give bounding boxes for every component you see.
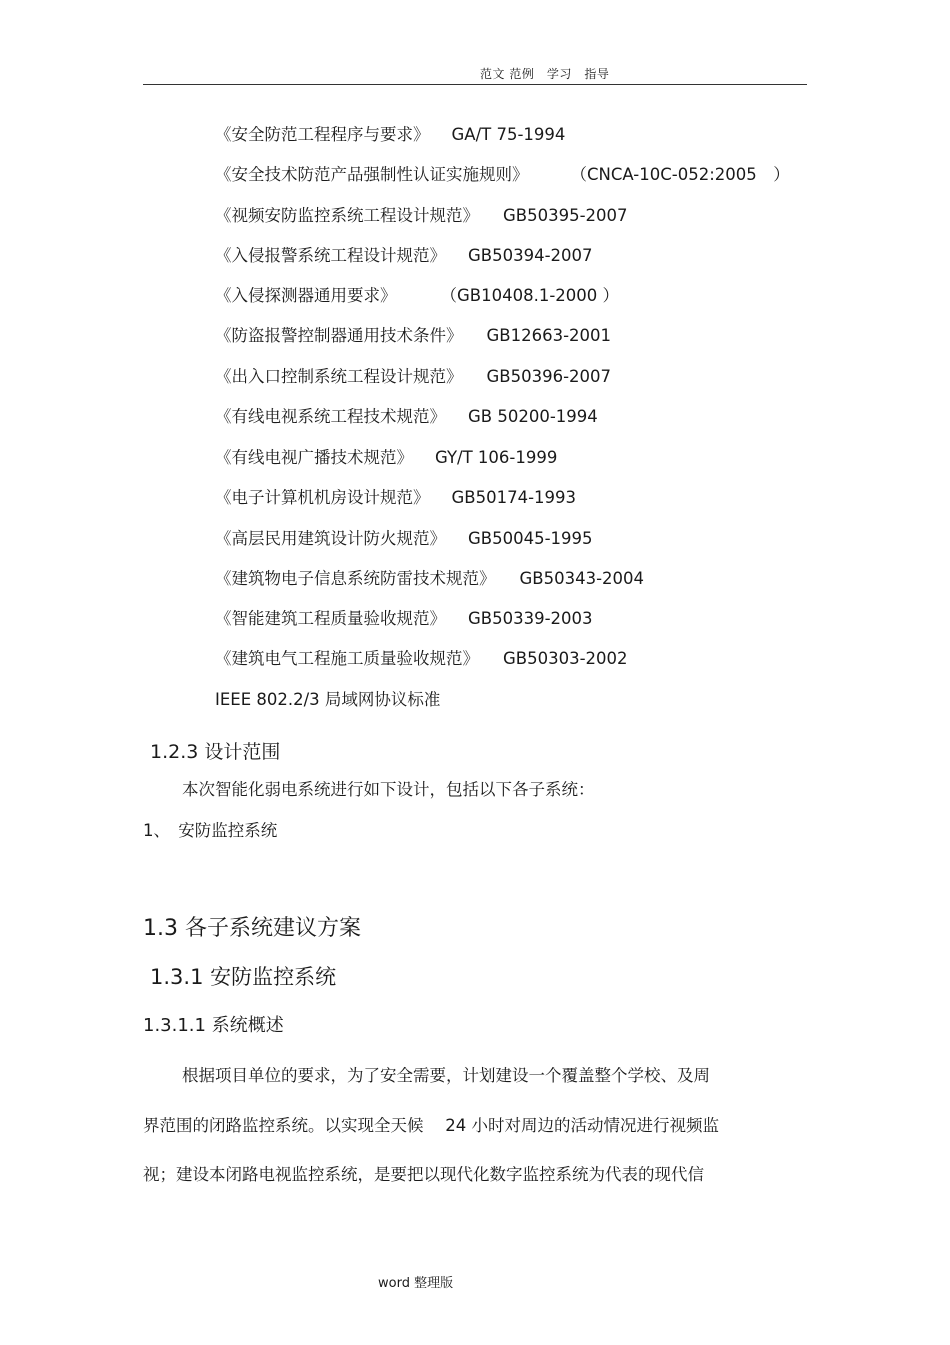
reference-title: 《安全防范工程程序与要求》: [215, 125, 430, 144]
reference-code: GB50395-2007: [503, 206, 628, 225]
body-paragraph-line: 界范围的闭路监控系统。以实现全天候 24 小时对周边的活动情况进行视频监: [143, 1116, 719, 1135]
reference-code: GB50045-1995: [468, 529, 593, 548]
reference-title: IEEE 802.2/3 局域网协议标准: [215, 690, 441, 709]
reference-item: [215, 565, 644, 589]
body-paragraph-line: 根据项目单位的要求，为了安全需要，计划建设一个覆盖整个学校、及周: [182, 1066, 710, 1085]
section-heading-1-3-1: 1.3.1 安防监控系统: [150, 965, 337, 989]
section-intro: 本次智能化弱电系统进行如下设计，包括以下各子系统：: [182, 780, 595, 799]
reference-code: （GB10408.1-2000 ）: [440, 286, 620, 305]
reference-code: GY/T 106-1999: [435, 448, 558, 467]
reference-code: GB 50200-1994: [468, 407, 598, 426]
reference-title: 《安全技术防范产品强制性认证实施规则》: [215, 165, 529, 184]
reference-title: 《视频安防监控系统工程设计规范》: [215, 206, 479, 225]
reference-title: 《高层民用建筑设计防火规范》: [215, 529, 446, 548]
section-heading-1-3: 1.3 各子系统建议方案: [143, 916, 361, 941]
reference-title: 《入侵报警系统工程设计规范》: [215, 246, 446, 265]
reference-title: 《防盗报警控制器通用技术条件》: [215, 326, 463, 345]
list-item: 1、 安防监控系统: [143, 821, 278, 840]
reference-item: [215, 121, 565, 145]
body-paragraph-line: 视；建设本闭路电视监控系统，是要把以现代化数字监控系统为代表的现代信: [143, 1165, 704, 1184]
reference-code: GB50174-1993: [451, 488, 577, 507]
reference-item: [215, 202, 628, 226]
reference-item: [215, 525, 593, 549]
reference-title: 《出入口控制系统工程设计规范》: [215, 367, 463, 386]
reference-code: GB50303-2002: [503, 649, 628, 668]
reference-item: [215, 484, 576, 508]
reference-title: 《智能建筑工程质量验收规范》: [215, 609, 446, 628]
reference-code: GB12663-2001: [486, 326, 612, 345]
section-heading-1-3-1-1: 1.3.1.1 系统概述: [143, 1015, 284, 1036]
reference-item: [215, 282, 619, 306]
reference-item: [215, 605, 593, 629]
reference-item: [215, 686, 440, 710]
reference-code: GB50339-2003: [468, 609, 593, 628]
reference-item: [215, 161, 790, 185]
reference-code: （CNCA-10C-052:2005 ）: [570, 165, 790, 184]
page-footer: word 整理版: [378, 1276, 454, 1291]
reference-title: 《建筑电气工程施工质量验收规范》: [215, 649, 479, 668]
reference-item: [215, 444, 557, 468]
reference-item: [215, 403, 598, 427]
section-heading-1-2-3: 1.2.3 设计范围: [150, 741, 281, 763]
reference-code: GA/T 75-1994: [451, 125, 566, 144]
reference-code: GB50343-2004: [519, 569, 645, 588]
reference-title: 《电子计算机机房设计规范》: [215, 488, 430, 507]
reference-code: GB50394-2007: [468, 246, 593, 265]
reference-title: 《建筑物电子信息系统防雷技术规范》: [215, 569, 496, 588]
header-divider: [143, 84, 807, 85]
reference-code: GB50396-2007: [486, 367, 612, 386]
header-text: 范文 范例 学习 指导: [480, 67, 610, 81]
reference-item: [215, 242, 593, 266]
reference-item: [215, 363, 611, 387]
reference-title: 《有线电视广播技术规范》: [215, 448, 413, 467]
reference-item: [215, 645, 628, 669]
reference-title: 《有线电视系统工程技术规范》: [215, 407, 446, 426]
reference-item: [215, 322, 611, 346]
reference-title: 《入侵探测器通用要求》: [215, 286, 397, 305]
